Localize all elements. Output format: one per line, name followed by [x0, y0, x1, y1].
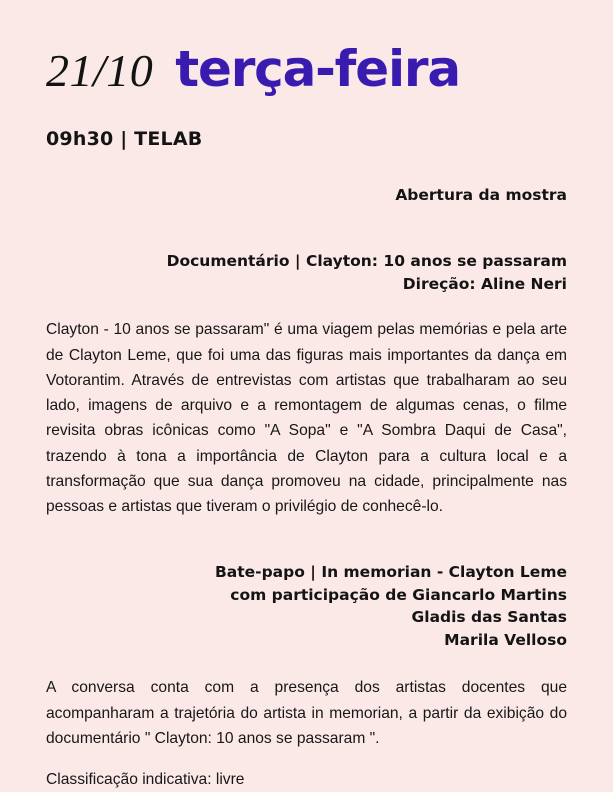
header [46, 30, 567, 98]
chat-guest-3: Marila Velloso [444, 630, 567, 649]
documentary-description: Clayton - 10 anos se passaram" é uma viagem pelas memórias e pela arte de Clayton Leme, que foi uma das figuras mais importantes da dança em Votorantim. Através de entrevistas com artistas que trabalharam ao seu lado, imagens de arquivo e a remontagem de algumas cenas, o filme revisita obras icônicas como "A Sopa" e "A Sombra Daqui de Casa", trazendo à tona a importância de Clayton para a cultura local e a transformação que sua dança promoveu na cidade, principalmente nas pessoas e artistas que tiveram o privilégio de conhecê-lo. [46, 321, 567, 516]
documentary-direction: Direção: Aline Neri [402, 274, 567, 293]
rating-label: Classificação indicativa: livre [46, 770, 245, 788]
opening-title [46, 184, 567, 206]
time-and-room: 09h30 | TELAB [46, 128, 203, 150]
documentary-title: Documentário | Clayton: 10 anos se passaram [166, 252, 567, 271]
chat-heading [46, 561, 567, 651]
chat-guest-2: Gladis das Santas [411, 608, 567, 627]
event-date: 21/10 [46, 45, 154, 96]
opening-label: Abertura da mostra [395, 186, 567, 204]
chat-description: A conversa conta com a presença dos artistas docentes que acompanharam a trajetória do artista in memorian, a partir da exibição do documentário " Clayton: 10 anos se passaram ". [46, 679, 567, 747]
event-weekday: terça-feira [175, 40, 460, 98]
chat-participation: com participação de Giancarlo Martins [230, 585, 567, 604]
documentary-heading [46, 250, 567, 295]
chat-title: Bate-papo | In memorian - Clayton Leme [214, 563, 567, 582]
